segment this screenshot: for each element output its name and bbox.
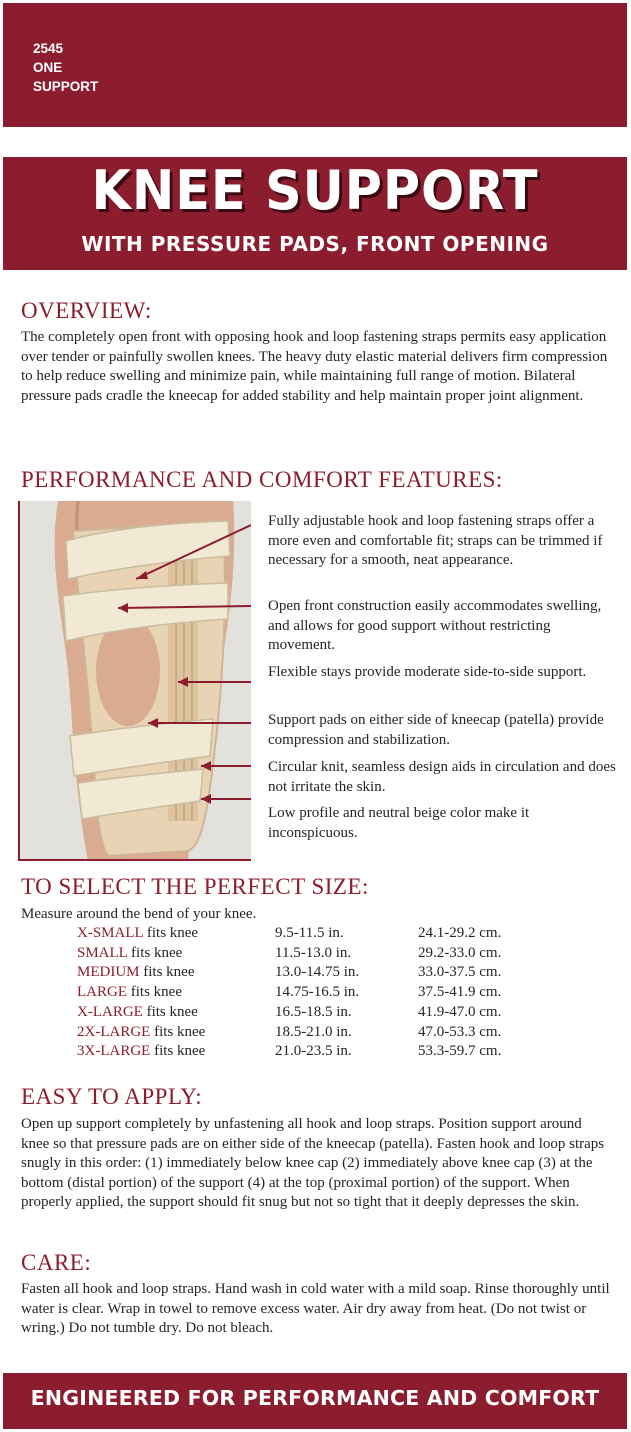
- size-name: 2X-LARGE: [77, 1024, 151, 1040]
- footer-tagline: ENGINEERED FOR PERFORMANCE AND COMFORT: [30, 1386, 600, 1410]
- size-fits: fits knee: [146, 1004, 198, 1020]
- size-name: X-SMALL: [77, 925, 144, 941]
- size-cm: 24.1-29.2 cm.: [418, 925, 502, 941]
- product-code-line: 2545: [33, 41, 64, 56]
- size-row: [77, 1043, 597, 1063]
- feature-item: Low profile and neutral beige color make it inconspicuous.: [268, 805, 530, 841]
- size-name: MEDIUM: [77, 964, 140, 980]
- size-fits: fits knee: [154, 1024, 206, 1040]
- title-band: [3, 157, 627, 270]
- footer-band: [3, 1373, 627, 1429]
- size-name: LARGE: [77, 984, 127, 1000]
- size-inches: 11.5-13.0 in.: [275, 945, 352, 961]
- sizing-instruction: Measure around the bend of your knee.: [21, 906, 257, 922]
- size-row: [77, 984, 597, 1004]
- feature-item: Flexible stays provide moderate side-to-side support.: [268, 664, 587, 680]
- size-row: [77, 925, 597, 945]
- size-row: [77, 1024, 597, 1044]
- page-subtitle: WITH PRESSURE PADS, FRONT OPENING: [81, 232, 549, 256]
- size-cm: 53.3-59.7 cm.: [418, 1043, 502, 1059]
- apply-text: Open up support completely by unfastening all hook and loop straps. Position support around knee so that pressure pads are on either side of the kneecap (patella). Fasten hook and loop straps snugly in this order: (1) immediately below knee cap (2) immediately above knee cap (3) at the bottom (distal portion) of the support (4) at the top (proximal portion) of the support. When properly applied, the support should fit snug but not so tight that it deeply depresses the skin.: [21, 1116, 605, 1210]
- feature-item: Support pads on either side of kneecap (patella) provide compression and stabilization.: [268, 712, 604, 748]
- overview-text: The completely open front with opposing hook and loop fastening straps permits easy application over tender or painfully swollen knees. The heavy duty elastic material delivers firm compression to help reduce swelling and minimize pain, while maintaining full range of motion. Bilateral pressure pads cradle the kneecap for added stability and help maintain proper joint alignment.: [21, 329, 608, 404]
- care-heading: CARE:: [21, 1250, 92, 1275]
- size-name: 3X-LARGE: [77, 1043, 151, 1059]
- feature-item: Fully adjustable hook and loop fastening straps offer a more even and comfortable fit; straps can be trimmed if necessary for a smooth, neat appearance.: [268, 513, 603, 568]
- product-code-line: ONE: [33, 60, 63, 75]
- size-name: SMALL: [77, 945, 128, 961]
- size-inches: 9.5-11.5 in.: [275, 925, 344, 941]
- features-heading: PERFORMANCE AND COMFORT FEATURES:: [21, 467, 503, 492]
- header-band: [3, 3, 627, 127]
- size-fits: fits knee: [131, 945, 183, 961]
- feature-item: Circular knit, seamless design aids in circulation and does not irritate the skin.: [268, 759, 616, 795]
- size-row: [77, 964, 597, 984]
- size-cm: 47.0-53.3 cm.: [418, 1024, 502, 1040]
- feature-item: Open front construction easily accommodates swelling, and allows for good support without restricting movement.: [268, 598, 602, 653]
- size-inches: 14.75-16.5 in.: [275, 984, 360, 1000]
- size-name: X-LARGE: [77, 1004, 143, 1020]
- product-code: [33, 39, 98, 96]
- apply-heading: EASY TO APPLY:: [21, 1084, 203, 1109]
- size-row: [77, 945, 597, 965]
- overview-heading: OVERVIEW:: [21, 298, 152, 323]
- size-cm: 37.5-41.9 cm.: [418, 984, 502, 1000]
- size-inches: 13.0-14.75 in.: [275, 964, 360, 980]
- size-inches: 21.0-23.5 in.: [275, 1043, 352, 1059]
- size-fits: fits knee: [143, 964, 195, 980]
- knee-support-photo: [18, 501, 251, 861]
- size-fits: fits knee: [154, 1043, 206, 1059]
- size-cm: 33.0-37.5 cm.: [418, 964, 502, 980]
- size-cm: 41.9-47.0 cm.: [418, 1004, 502, 1020]
- product-code-line: SUPPORT: [33, 79, 99, 94]
- care-text: Fasten all hook and loop straps. Hand wash in cold water with a mild soap. Rinse thoroughly until water is clear. Wrap in towel to remove excess water. Air dry away from heat. (Do not twist or wring.) Do not tumble dry. Do not bleach.: [21, 1281, 610, 1336]
- size-inches: 18.5-21.0 in.: [275, 1024, 352, 1040]
- sizing-heading: TO SELECT THE PERFECT SIZE:: [21, 874, 369, 899]
- size-fits: fits knee: [130, 984, 182, 1000]
- size-row: [77, 1004, 597, 1024]
- size-fits: fits knee: [146, 925, 199, 941]
- size-cm: 29.2-33.0 cm.: [418, 945, 502, 961]
- size-inches: 16.5-18.5 in.: [275, 1004, 352, 1020]
- page-title: KNEE SUPPORT: [91, 159, 539, 222]
